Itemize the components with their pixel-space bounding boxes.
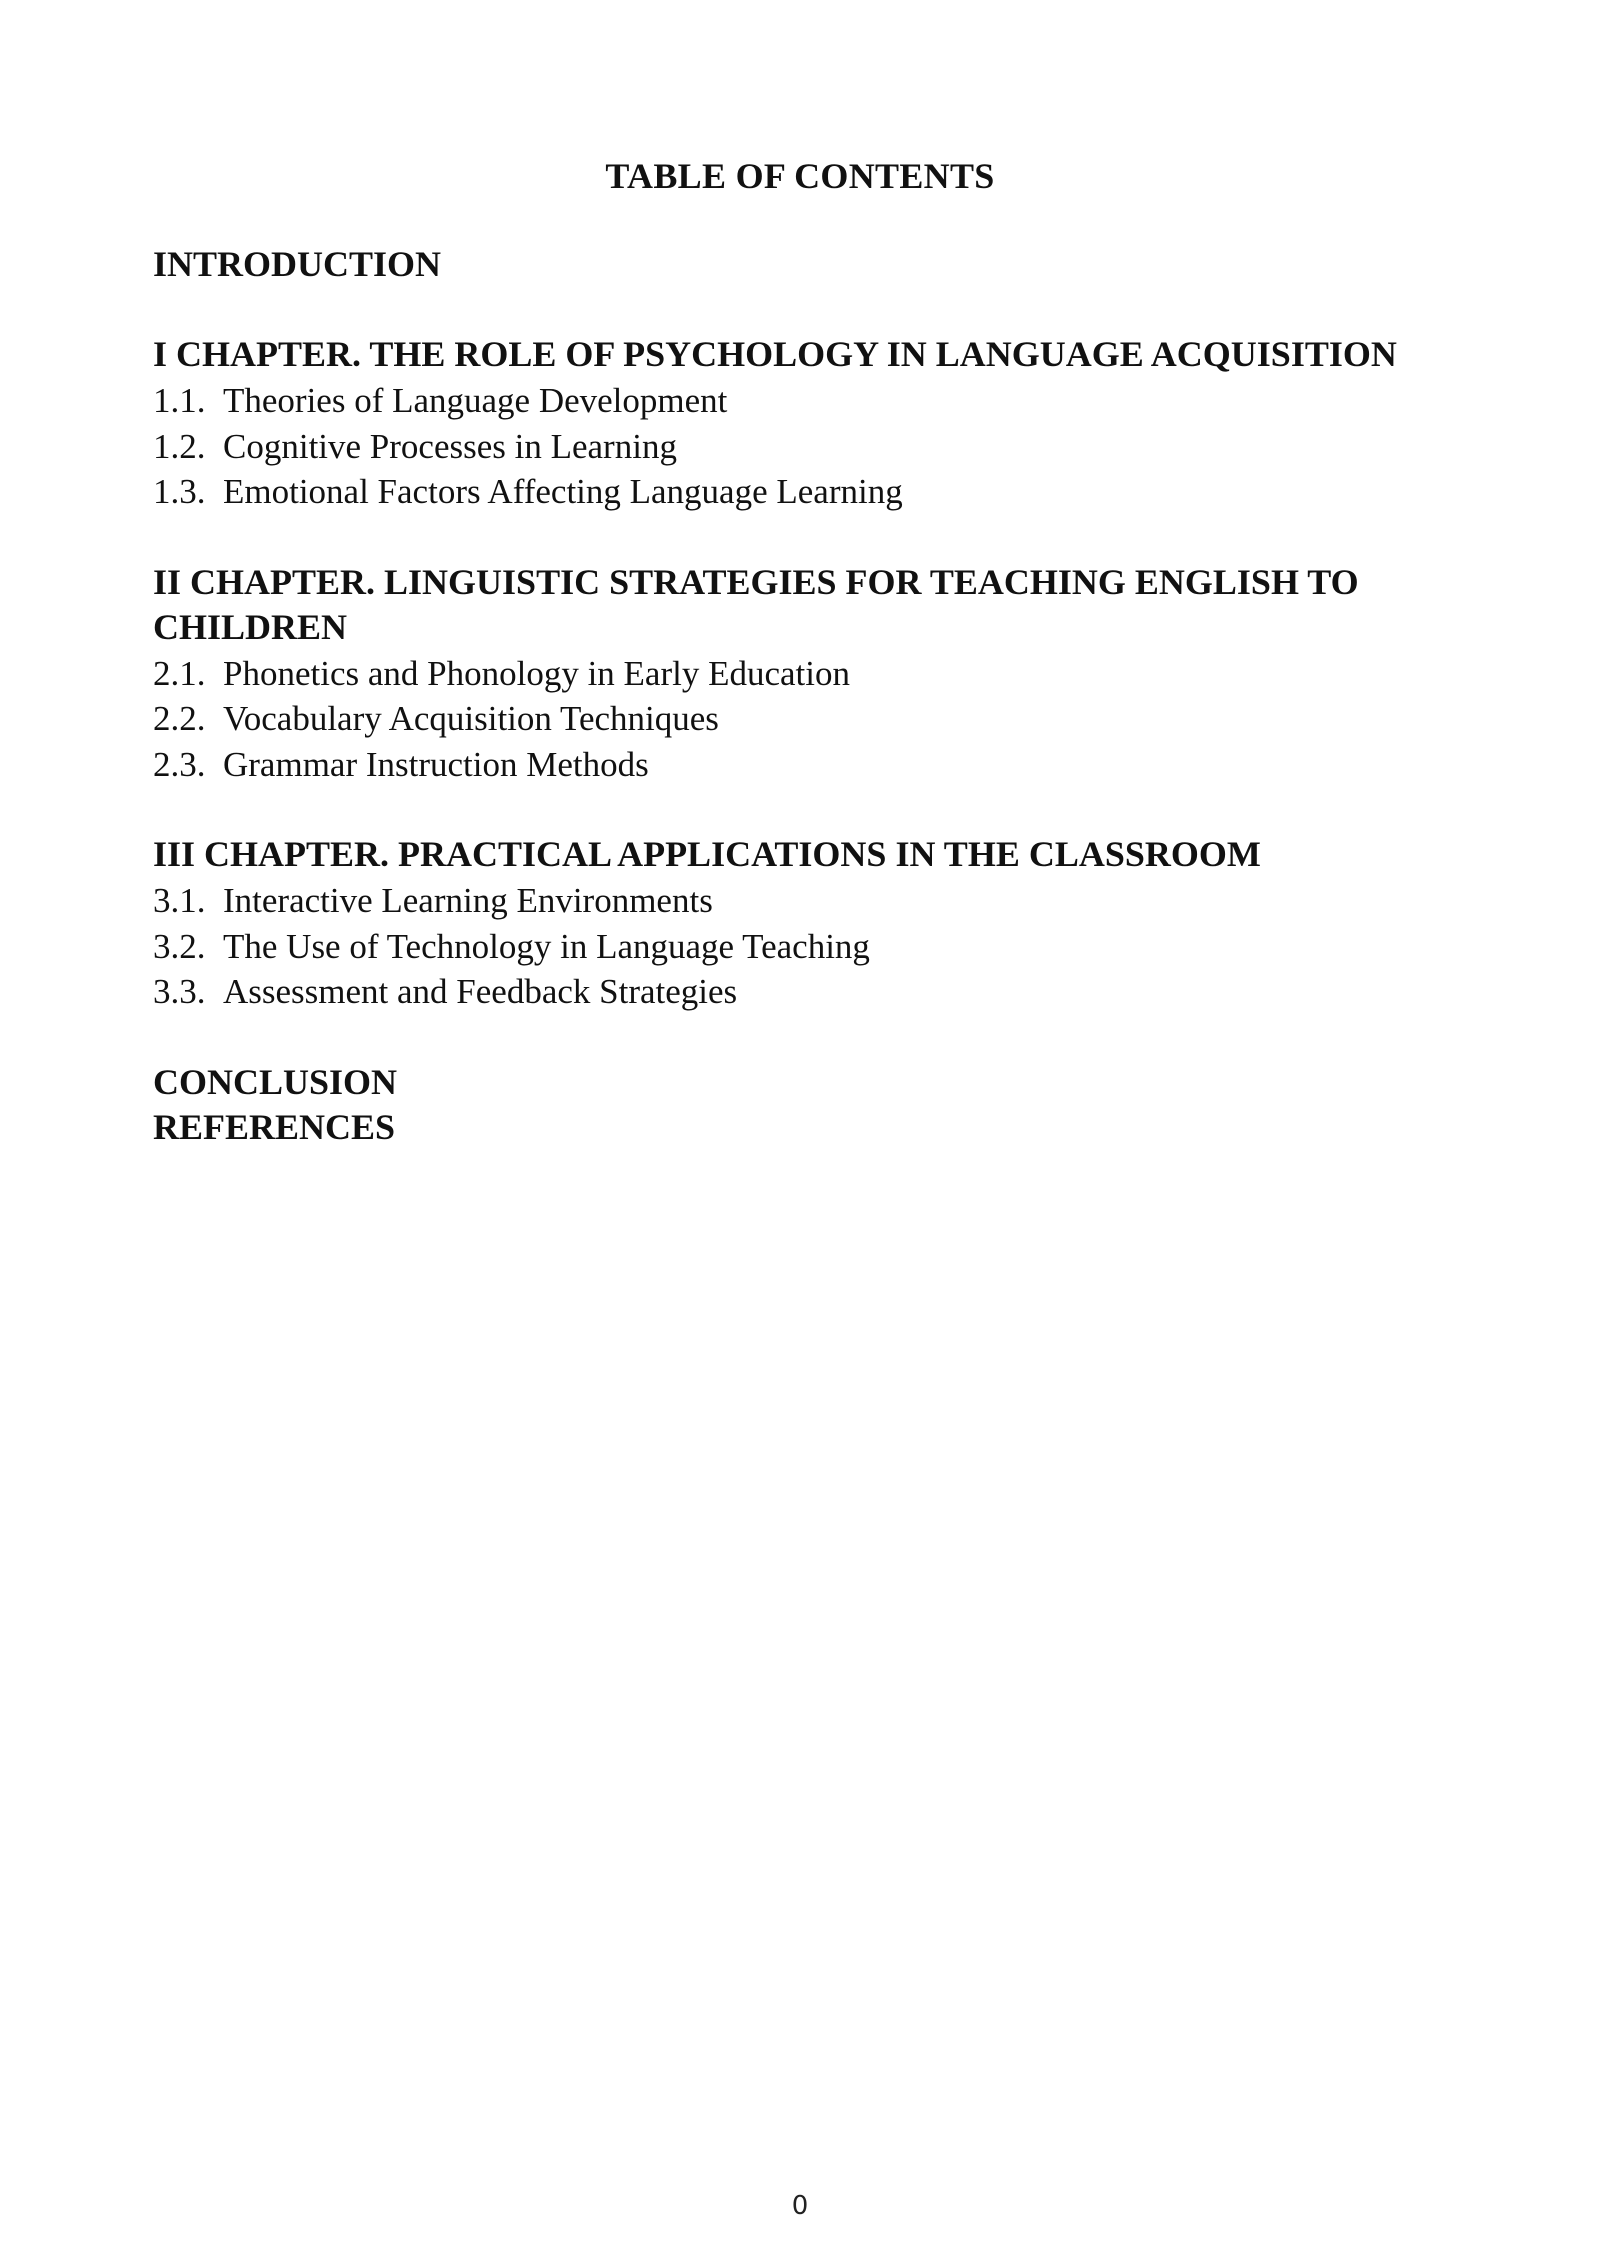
toc-conclusion: CONCLUSION [153, 1061, 398, 1102]
toc-item-number: 2.1. [153, 653, 206, 693]
toc-item [153, 924, 1483, 970]
toc-item [153, 878, 1483, 924]
chapter-heading: III CHAPTER. PRACTICAL APPLICATIONS IN THE CLASSROOM [153, 834, 1261, 874]
toc-item-number: 2.3. [153, 744, 206, 784]
toc-chapter-1 [153, 332, 1483, 515]
toc-item-number: 2.2. [153, 699, 206, 738]
toc-item-number: 1.2. [153, 426, 206, 466]
toc-item [153, 969, 1483, 1015]
toc-item-number: 3.3. [153, 972, 206, 1011]
toc-item [153, 424, 1483, 470]
toc-content [153, 242, 1483, 1150]
toc-item-text: The Use of Technology in Language Teaching [223, 926, 870, 966]
toc-introduction: INTRODUCTION [153, 244, 442, 284]
toc-item-number: 1.3. [153, 472, 206, 511]
toc-item-number: 3.1. [153, 881, 206, 920]
toc-item [153, 378, 1483, 424]
toc-item-text: Vocabulary Acquisition Techniques [223, 699, 719, 738]
page-number: 0 [791, 2191, 809, 2221]
chapter-heading: II CHAPTER. LINGUISTIC STRATEGIES FOR TEACHING ENGLISH TO CHILDREN [153, 561, 1359, 647]
toc-item-text: Grammar Instruction Methods [223, 744, 649, 784]
toc-item-text: Emotional Factors Affecting Language Learning [223, 472, 903, 511]
toc-references: REFERENCES [153, 1106, 396, 1147]
toc-item [153, 696, 1483, 742]
toc-chapter-2 [153, 560, 1483, 788]
toc-item-number: 1.1. [153, 381, 206, 420]
toc-item-text: Assessment and Feedback Strategies [223, 972, 738, 1011]
toc-item-text: Interactive Learning Environments [223, 881, 713, 920]
toc-item [153, 742, 1483, 788]
page-title: TABLE OF CONTENTS [605, 156, 995, 196]
toc-item [153, 469, 1483, 515]
chapter-heading: I CHAPTER. THE ROLE OF PSYCHOLOGY IN LANGUAGE ACQUISITION [153, 334, 1397, 374]
toc-chapter-3 [153, 832, 1483, 1015]
toc-item-text: Theories of Language Development [223, 381, 728, 420]
toc-item [153, 651, 1483, 697]
toc-item-text: Cognitive Processes in Learning [223, 426, 677, 466]
toc-item-text: Phonetics and Phonology in Early Education [223, 653, 850, 693]
toc-item-number: 3.2. [153, 926, 206, 966]
